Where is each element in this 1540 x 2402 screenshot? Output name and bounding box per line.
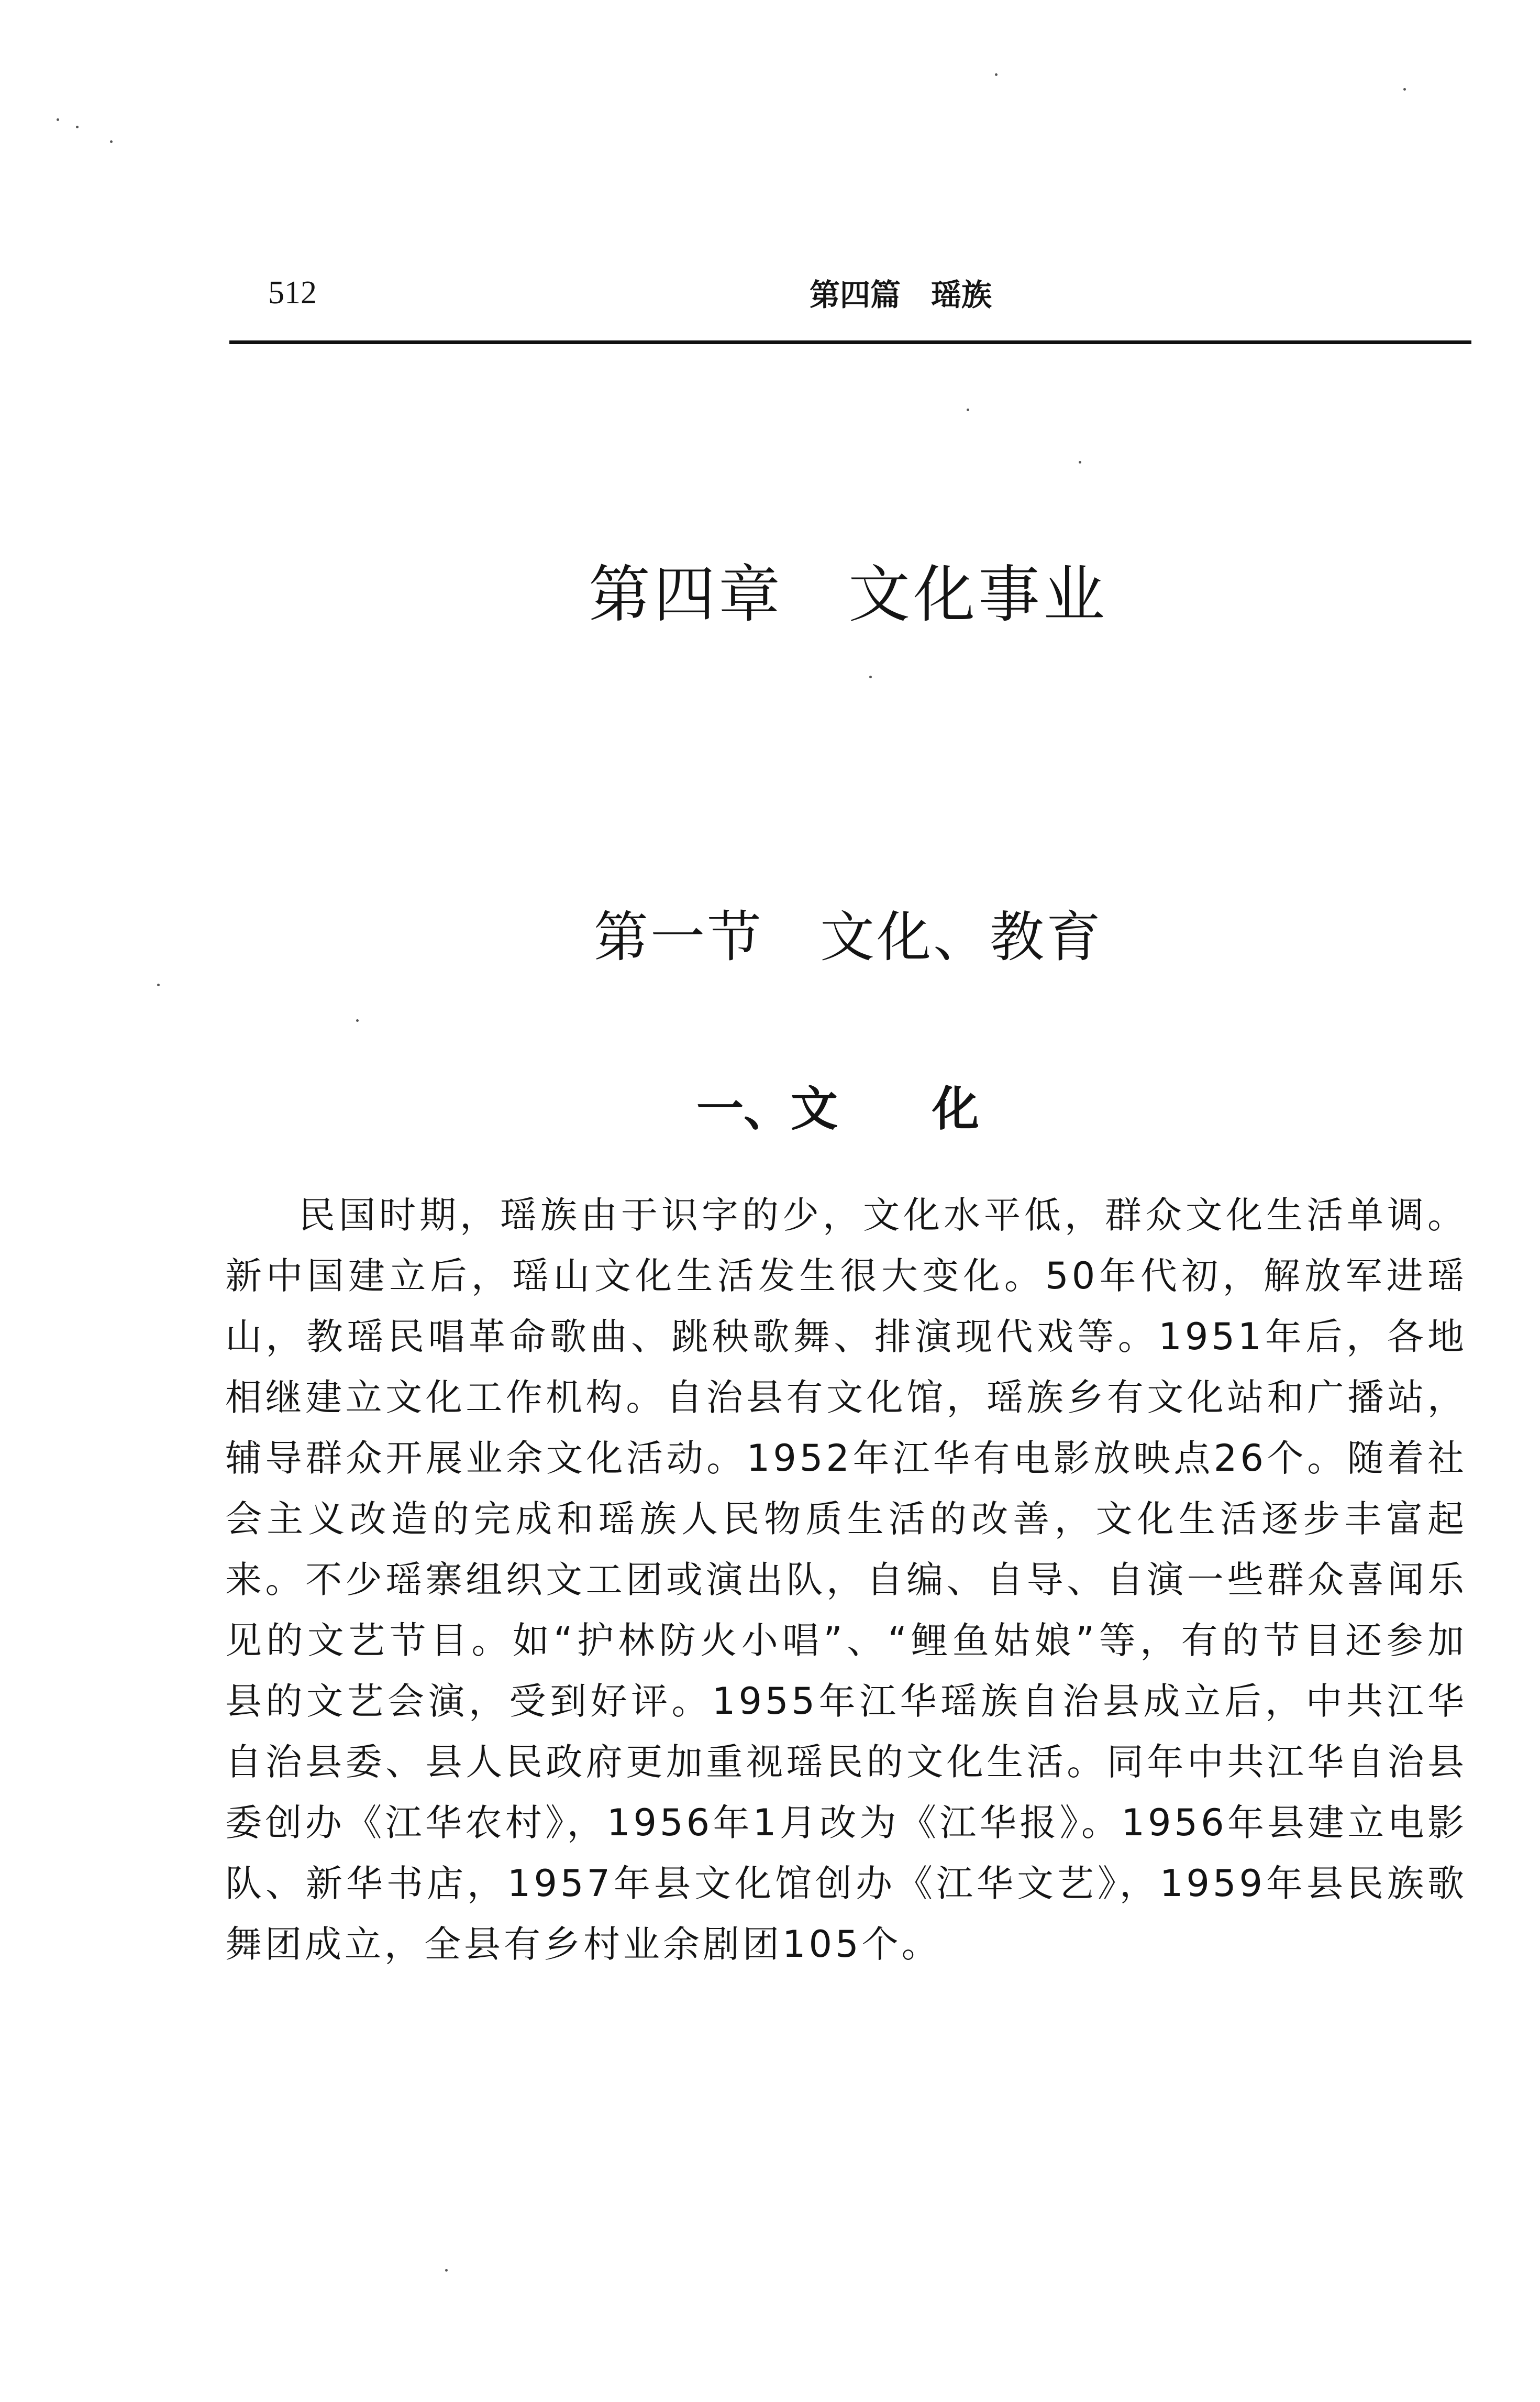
scan-speck	[57, 118, 59, 121]
section-title: 第一节 文化、教育	[593, 905, 1103, 969]
scan-speck	[1079, 461, 1081, 464]
scan-speck	[110, 140, 113, 143]
scan-speck	[967, 409, 969, 411]
scan-speck	[995, 73, 998, 76]
scan-speck	[76, 126, 79, 128]
header-rule	[229, 340, 1471, 344]
page-number: 512	[268, 275, 317, 311]
scan-speck	[157, 984, 160, 986]
scan-speck	[869, 676, 872, 678]
scan-speck	[356, 1019, 359, 1022]
running-head: 第四篇 瑶族	[809, 277, 992, 313]
subsection-title: 一、文 化	[696, 1082, 979, 1137]
scan-speck	[1403, 88, 1406, 91]
chapter-title: 第四章 文化事业	[588, 558, 1108, 631]
body-paragraph: 民国时期，瑶族由于识字的少，文化水平低，群众文化生活单调。新中国建立后，瑶山文化生活发生很大变化。50年代初，解放军进瑶山，教瑶民唱革命歌曲、跳秧歌舞、排演现代戏等。1951年后，各地相继建立文化工作机构。自治县有文化馆，瑶族乡有文化站和广播站，辅导群众开展业余文化活动。1952年江华有电影放映点26个。随着社会主义改造的完成和瑶族人民物质生活的改善，文化生活逐步丰富起来。不少瑶寨组织文工团或演出队，自编、自导、自演一些群众喜闻乐见的文艺节目。如“护林防火小唱”、“鲤鱼姑娘”等，有的节目还参加县的文艺会演，受到好评。1955年江华瑶族自治县成立后，中共江华自治县委、县人民政府更加重视瑶民的文化生活。同年中共江华自治县委创办《江华农村》，1956年1月改为《江华报》。1956年县建立电影队、新华书店，1957年县文化馆创办《江华文艺》，1959年县民族歌舞团成立，全县有乡村业余剧团105个。	[225, 1194, 1467, 1966]
scan-speck	[445, 2269, 448, 2272]
